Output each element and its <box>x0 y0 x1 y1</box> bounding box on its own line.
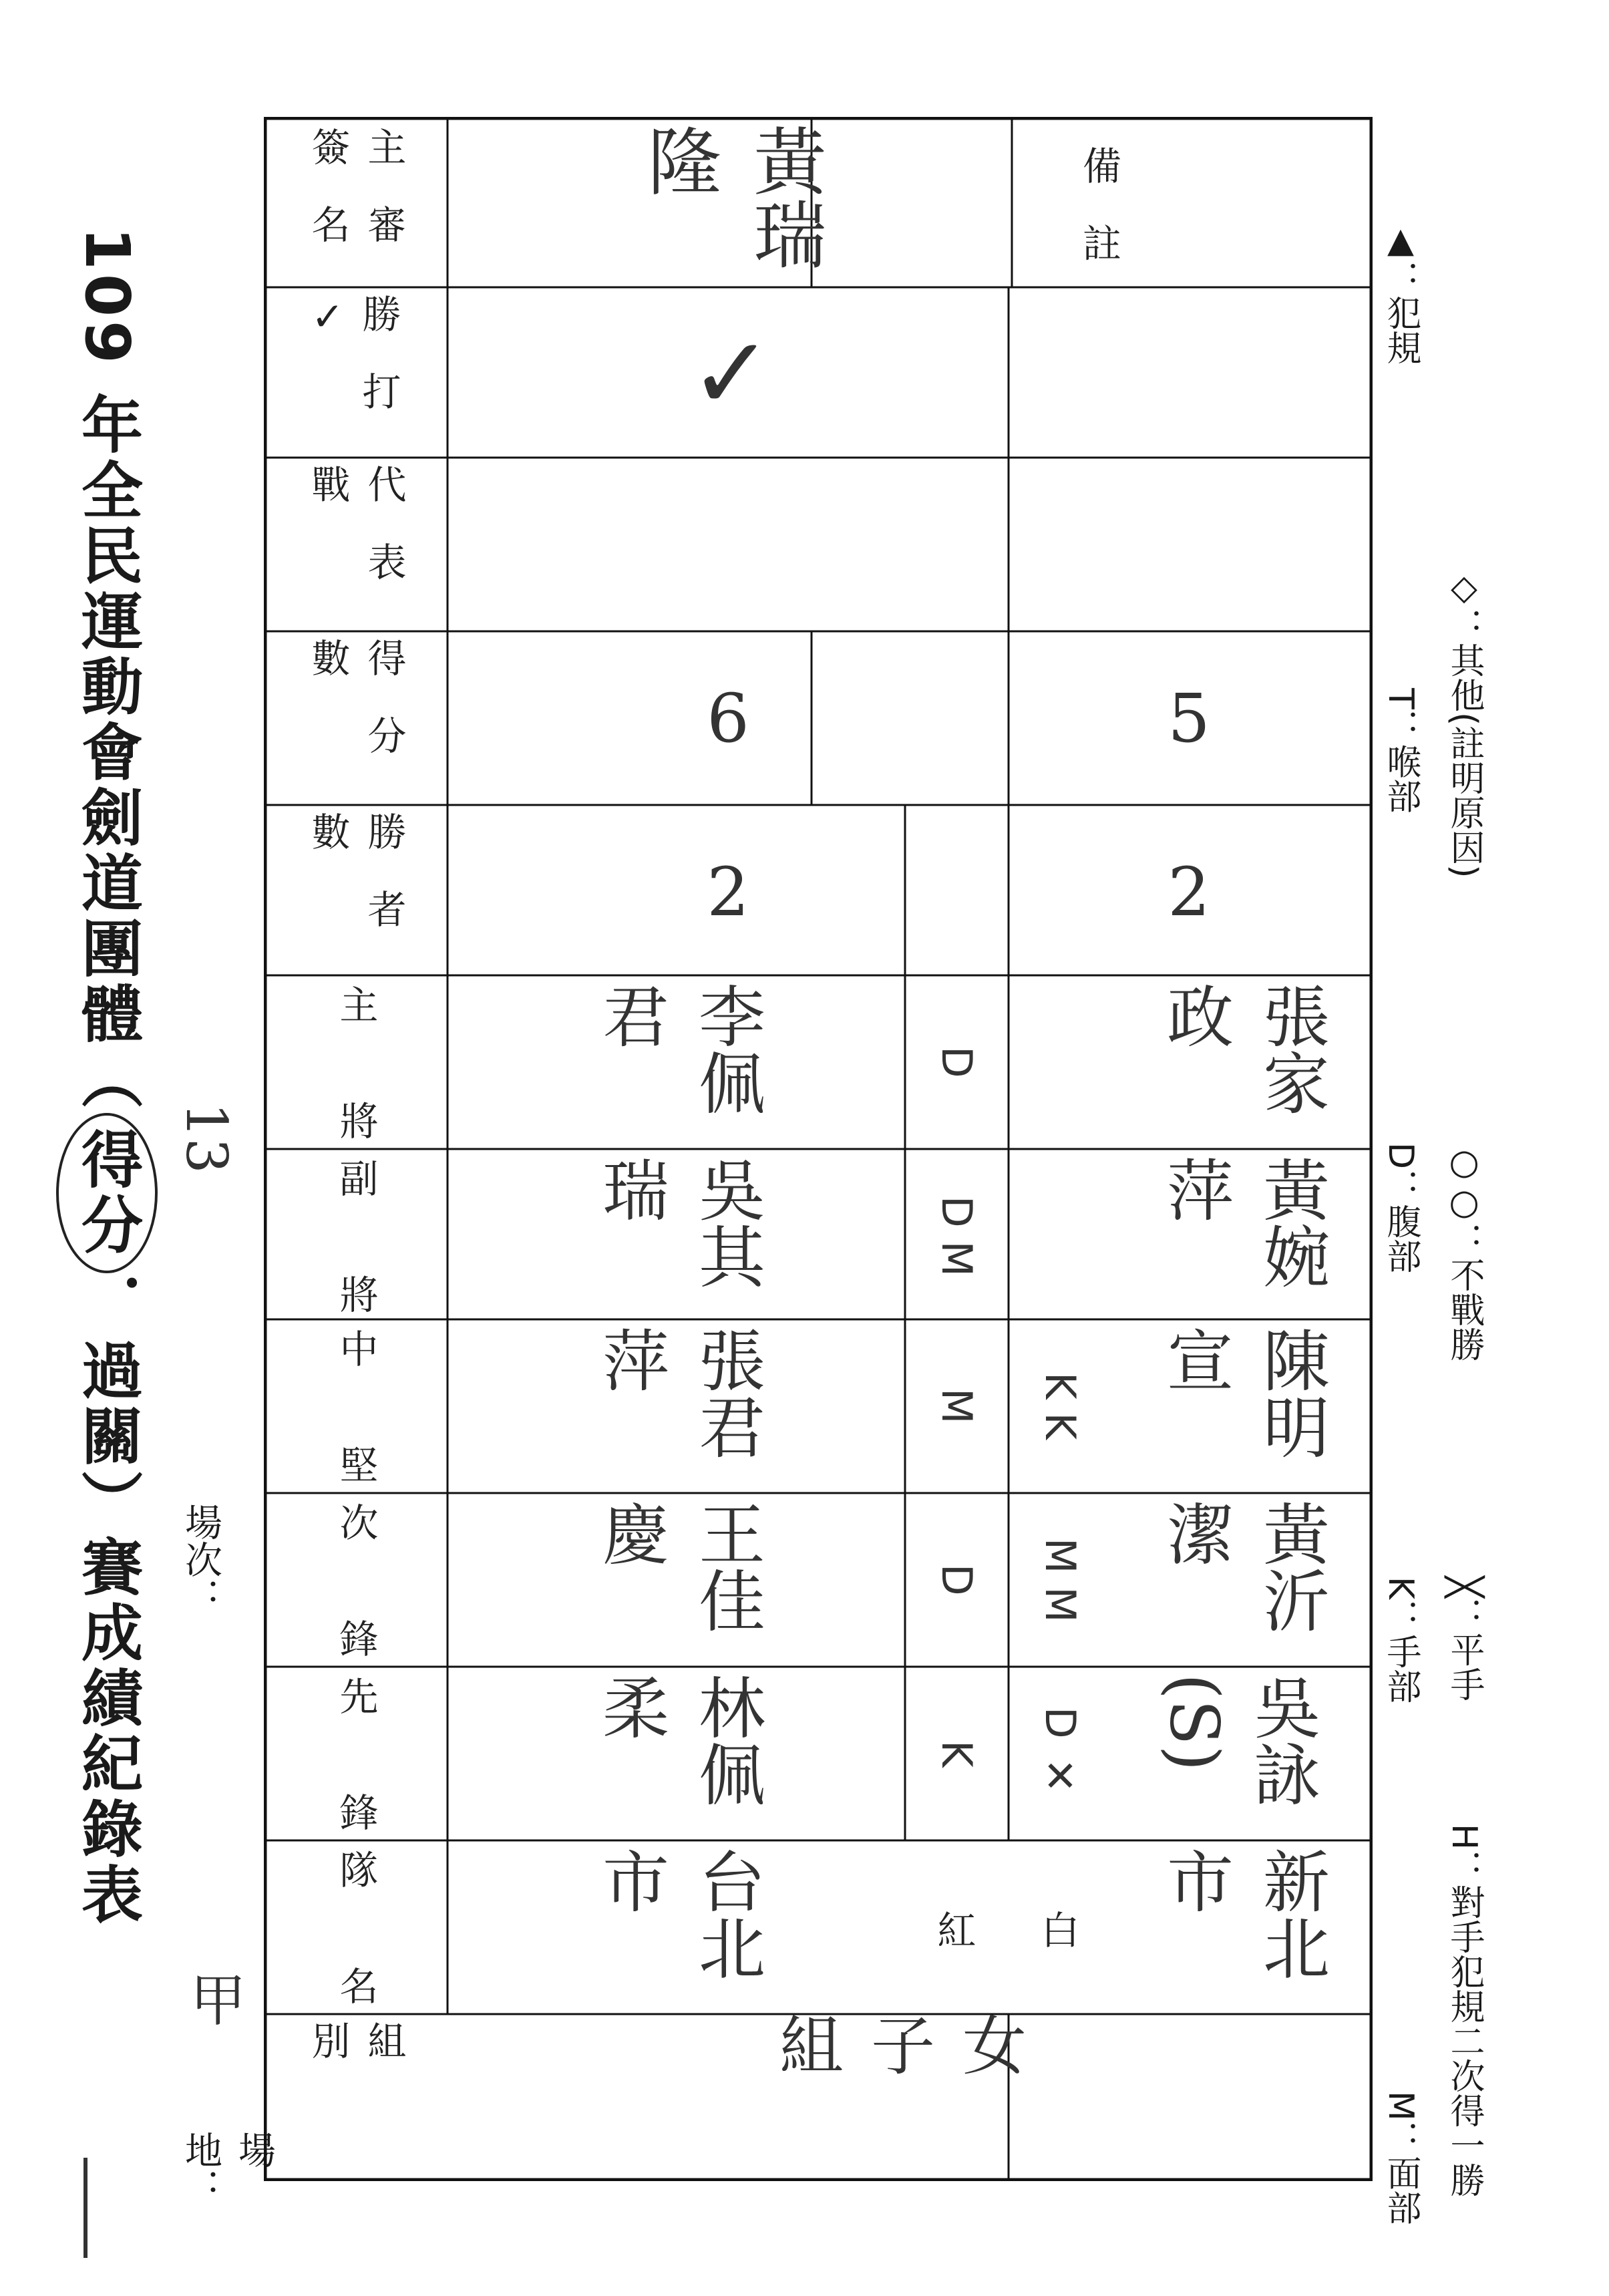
team-1-mark-3: M <box>932 1388 981 1424</box>
header-group: 組 別 <box>305 2021 407 2137</box>
page-title <box>63 227 150 2131</box>
title-suffix: ．過關）賽成績紀錄表 <box>71 1273 143 1929</box>
team-2-color: 白 <box>1041 1908 1080 1953</box>
team-1-points: 6 <box>707 679 749 758</box>
team-2-player-2: 黃沂潔 <box>1155 1500 1330 1633</box>
header-winner: 勝 打 ✓ <box>305 294 401 449</box>
venue-row <box>174 1102 276 2206</box>
legend-k: K：手部 <box>1381 1577 1421 1704</box>
header-position-3: 中 堅 <box>333 1329 379 1484</box>
team-1-name: 台北市 <box>591 1847 765 1981</box>
team-1-mark-1: K <box>932 1740 981 1768</box>
title-circled-option: 得分 <box>56 1113 158 1273</box>
team-2-mark-1: D ✕ <box>1036 1706 1085 1801</box>
team-2-winner-check <box>1019 294 1359 454</box>
margin-mark <box>83 2158 94 2258</box>
team-2-player-4: 黃婉萍 <box>1155 1156 1330 1289</box>
venue-label: 場地： <box>179 2131 276 2206</box>
header-points: 得 分 數 <box>305 638 407 793</box>
legend-t: T：喉部 <box>1381 688 1421 814</box>
title-prefix: 109 年全民運動會劍道團體 <box>71 227 143 1048</box>
team-2-player-3: 陳明宣 <box>1155 1326 1330 1460</box>
legend-d: D：腹部 <box>1381 1142 1421 1274</box>
team-2-player-1: 吳詠(S) <box>1155 1673 1321 1807</box>
team-2-mark-4 <box>1015 1156 1105 1316</box>
header-referee: 主 審 簽 名 <box>305 127 407 282</box>
header-remarks: 備 註 <box>1076 146 1121 262</box>
team-2-mark-2: M M <box>1036 1537 1085 1623</box>
header-position-5: 主 將 <box>333 985 379 1140</box>
referee-signature: 黃瑞隆 <box>636 124 827 271</box>
team-1-mark-2: D <box>932 1564 981 1596</box>
team-1-player-5: 李佩君 <box>591 982 765 1116</box>
round-label: 場次： <box>179 1503 222 1615</box>
team-2-mark-3: K K <box>1036 1372 1085 1440</box>
team-1-mark-4: D M <box>932 1195 981 1277</box>
title-open: （ <box>71 1047 143 1114</box>
group-name: 女子組 <box>769 2012 1027 2183</box>
header-position-4: 副 將 <box>333 1158 379 1313</box>
team-1-player-3: 張君萍 <box>591 1326 765 1460</box>
header-position-1: 先 鋒 <box>333 1676 379 1831</box>
team-2-wins: 2 <box>1168 852 1210 931</box>
score-table <box>264 117 1373 2181</box>
team-1-wins: 2 <box>707 852 749 931</box>
header-position-2: 次 鋒 <box>333 1502 379 1657</box>
legend <box>1376 220 1576 2258</box>
header-team: 隊 名 <box>333 1850 379 2005</box>
legend-foul: ▲：犯規 <box>1381 220 1421 365</box>
team-2-points: 5 <box>1168 679 1210 758</box>
team-2-mark-5 <box>1015 982 1105 1142</box>
legend-default-win: ○○：不戰勝 <box>1444 1142 1484 1361</box>
team-1-player-4: 吳其瑞 <box>591 1156 765 1289</box>
team-1-player-1: 林佩柔 <box>591 1673 765 1807</box>
legend-draw: ╳：平手 <box>1444 1577 1484 1702</box>
legend-m: M：面部 <box>1381 2091 1421 2225</box>
round-value: 13 <box>174 1102 239 1174</box>
header-wins: 勝 者 數 <box>305 812 407 967</box>
team-1-player-2: 王佳慶 <box>591 1500 765 1633</box>
legend-h: H：對手犯規二次得一勝 <box>1444 1824 1484 2198</box>
team-2-name: 新北市 <box>1155 1847 1330 1981</box>
legend-other: ◇：其他(註明原因) <box>1444 568 1484 878</box>
team-1-color: 紅 <box>937 1908 976 1953</box>
team-2-player-5: 張家政 <box>1155 982 1330 1116</box>
team-1-mark-5: D <box>932 1046 981 1078</box>
header-rep: 代 表 戰 <box>305 464 407 619</box>
venue-value: 甲 <box>181 1971 246 2027</box>
team-1-winner-check: ✓ <box>689 316 773 432</box>
